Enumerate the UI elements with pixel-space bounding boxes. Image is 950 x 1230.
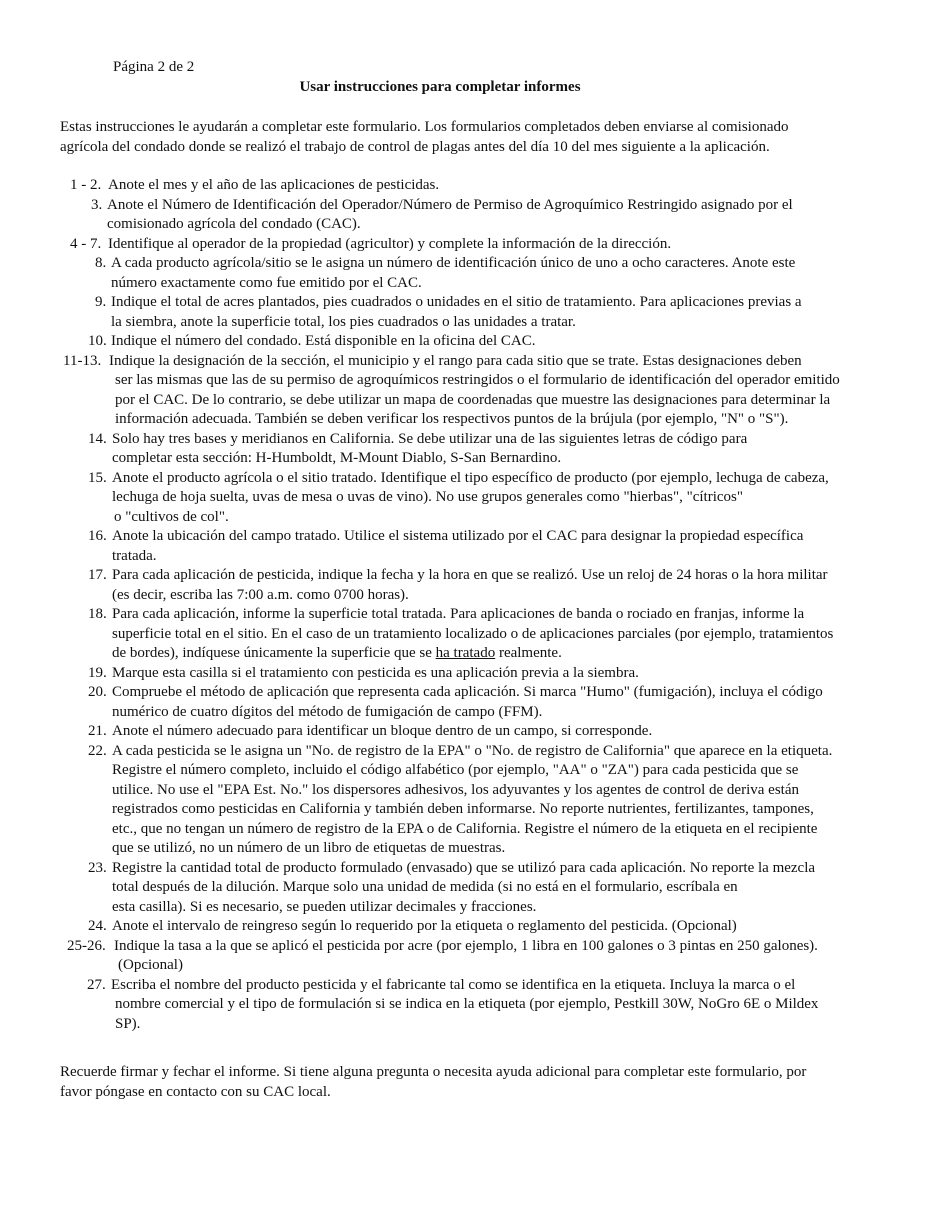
item-line: superficie total en el sitio. En el caso de un tratamiento localizado o de aplicaciones parciales (por ejemplo, tratamientos: [112, 625, 834, 642]
list-item: [0, 722, 950, 742]
item-line: utilice. No use el "EPA Est. No." los dispersores adhesivos, los adyuvantes y los agentes de control de deriva están: [112, 781, 799, 798]
item-line: Indique el total de acres plantados, pies cuadrados o unidades en el sitio de tratamiento. Para aplicaciones previas a: [111, 294, 802, 310]
item-line: registrados como pesticidas en California y también deben informarse. No reporte nutrientes, fertilizantes, tampones,: [112, 801, 814, 817]
item-line: Anote el mes y el año de las aplicaciones de pesticidas.: [108, 177, 440, 193]
item-line: Anote el Número de Identificación del Operador/Número de Permiso de Agroquímico Restringido asignado por el: [107, 196, 793, 213]
item-line: Escriba el nombre del producto pesticida y el fabricante tal como se identifica en la etiqueta. Incluya la marca o el: [111, 976, 796, 993]
item-line: Registre el número completo, incluido el código alfabético (por ejemplo, "AA" o "ZA") para cada pesticida que se: [112, 762, 799, 778]
item-number: 8.: [95, 255, 107, 271]
intro-line: agrícola del condado donde se realizó el trabajo de control de plagas antes del día 10 del mes siguiente a la aplicación.: [60, 138, 770, 155]
intro-paragraph: [60, 118, 880, 157]
item-line: comisionado agrícola del condado (CAC).: [107, 216, 361, 232]
item-line-text: de bordes), indíquese únicamente la superficie que se: [112, 645, 436, 661]
list-item: [0, 176, 950, 196]
item-line: Anote el producto agrícola o el sitio tratado. Identifique el tipo específico de producto (por ejemplo, lechuga de cabeza,: [112, 469, 829, 486]
item-line: ser las mismas que las de su permiso de agroquímicos restringidos o el formulario de identificación del operador emitido: [115, 372, 840, 388]
item-number: 24.: [88, 918, 107, 934]
list-item: [0, 859, 950, 918]
item-number: 14.: [88, 430, 107, 447]
item-number: 10.: [88, 333, 107, 349]
item-line: completar esta sección: H-Humboldt, M-Mount Diablo, S-San Bernardino.: [112, 450, 562, 466]
item-line: Indique la designación de la sección, el municipio y el rango para cada sitio que se trate. Estas designaciones deben: [109, 352, 802, 369]
item-line: SP).: [115, 1015, 141, 1032]
document-title: Usar instrucciones para completar informes: [299, 79, 581, 95]
item-number: 17.: [88, 567, 107, 583]
list-item: [0, 566, 950, 605]
item-number: 11-13.: [63, 352, 102, 369]
item-number: 22.: [88, 742, 107, 759]
list-item: [0, 664, 950, 684]
item-line: A cada producto agrícola/sitio se le asigna un número de identificación único de uno a ocho caracteres. Anote este: [111, 255, 796, 271]
item-line: numérico de cuatro dígitos del método de fumigación de campo (FFM).: [112, 703, 543, 720]
closing-paragraph: [60, 1063, 880, 1102]
item-line: Compruebe el método de aplicación que representa cada aplicación. Si marca "Humo" (fumigación), incluya el código: [112, 684, 823, 700]
item-number: 21.: [88, 723, 107, 739]
item-number: 20.: [88, 684, 107, 700]
item-line: esta casilla). Si es necesario, se pueden utilizar decimales y fracciones.: [112, 898, 537, 915]
item-line: (Opcional): [118, 957, 183, 973]
list-item: [0, 293, 950, 332]
item-line: A cada pesticida se le asigna un "No. de registro de la EPA" o "No. de registro de California" que aparece en la etiqueta.: [112, 742, 833, 759]
item-line: Anote la ubicación del campo tratado. Utilice el sistema utilizado por el CAC para designar la propiedad específica: [112, 528, 804, 544]
item-line: Solo hay tres bases y meridianos en California. Se debe utilizar una de las siguientes letras de código para: [112, 430, 748, 447]
page-number: Página 2 de 2: [113, 59, 195, 75]
item-line-text: realmente.: [495, 645, 562, 661]
list-item: [0, 917, 950, 937]
item-number: 15.: [88, 469, 107, 486]
item-number: 18.: [88, 606, 107, 622]
item-number: 19.: [88, 664, 107, 681]
item-number: 4 - 7.: [70, 235, 102, 252]
list-item: [0, 976, 950, 1035]
item-line: (es decir, escriba las 7:00 a.m. como 0700 horas).: [112, 586, 409, 603]
item-line: que se utilizó, no un número de un libro de etiquetas de muestras.: [112, 840, 506, 856]
item-number: 25-26.: [67, 937, 106, 954]
item-line: Anote el número adecuado para identificar un bloque dentro de un campo, si corresponde.: [112, 723, 653, 739]
list-item: [0, 742, 950, 859]
list-item: [0, 254, 950, 293]
item-line: Indique el número del condado. Está disponible en la oficina del CAC.: [111, 333, 536, 349]
item-line: Indique la tasa a la que se aplicó el pesticida por acre (por ejemplo, 1 libra en 100 galones o 3 pintas en 250 galones).: [114, 937, 818, 954]
list-item: [0, 469, 950, 528]
list-item: [0, 235, 950, 255]
item-line: nombre comercial y el tipo de formulación si se indica en la etiqueta (por ejemplo, Pestkill 30W, NoGro 6E o Mildex: [115, 996, 819, 1012]
list-item: [0, 332, 950, 352]
item-line: información adecuada. También se deben verificar los respectivos puntos de la brújula (por ejemplo, "N" o "S").: [115, 411, 789, 427]
item-line: Marque esta casilla si el tratamiento con pesticida es una aplicación previa a la siembra.: [112, 664, 639, 681]
underlined-text: ha tratado: [435, 645, 496, 661]
item-number: 3.: [91, 196, 103, 213]
item-line: número exactamente como fue emitido por el CAC.: [111, 274, 422, 291]
list-item: [0, 527, 950, 566]
item-line: Identifique al operador de la propiedad (agricultor) y complete la información de la dirección.: [108, 235, 672, 252]
item-number: 23.: [88, 859, 107, 876]
closing-line: favor póngase en contacto con su CAC local.: [60, 1083, 331, 1100]
item-number: 1 - 2.: [70, 177, 102, 193]
instruction-list: [0, 176, 950, 1034]
item-line: total después de la dilución. Marque solo una unidad de medida (si no está en el formulario, escríbala en: [112, 879, 738, 895]
item-line: lechuga de hoja suelta, uvas de mesa o uvas de vino). No use grupos generales como "hierbas", "cítricos": [112, 489, 743, 505]
item-line: Anote el intervalo de reingreso según lo requerido por la etiqueta o reglamento del pesticida. (Opcional): [112, 918, 737, 934]
intro-line: Estas instrucciones le ayudarán a completar este formulario. Los formularios completados deben enviarse al comisionado: [60, 119, 789, 135]
list-item: [0, 196, 950, 235]
item-number: 27.: [87, 976, 106, 993]
closing-line: Recuerde firmar y fechar el informe. Si tiene alguna pregunta o necesita ayuda adicional para completar este formulario, por: [60, 1064, 807, 1080]
item-line: por el CAC. De lo contrario, se debe utilizar un mapa de coordenadas que muestre las designaciones para determinar la: [115, 391, 831, 408]
item-line: Para cada aplicación de pesticida, indique la fecha y la hora en que se realizó. Use un reloj de 24 horas o la hora militar: [112, 567, 828, 583]
item-number: 9.: [95, 294, 107, 310]
list-item: [0, 605, 950, 664]
item-line: Para cada aplicación, informe la superficie total tratada. Para aplicaciones de banda o rociado en franjas, informe la: [112, 606, 805, 622]
list-item: [0, 683, 950, 722]
item-line: o "cultivos de col".: [114, 508, 229, 525]
item-number: 16.: [88, 528, 107, 544]
list-item: [0, 352, 950, 430]
list-item: [0, 430, 950, 469]
item-line: tratada.: [112, 547, 157, 564]
list-item: [0, 937, 950, 976]
item-line: [112, 644, 950, 664]
item-line: la siembra, anote la superficie total, los pies cuadrados o las unidades a tratar.: [111, 313, 576, 330]
item-line: etc., que no tengan un número de registro de la EPA o de California. Registre el número de la etiqueta en el recipiente: [112, 820, 818, 837]
item-line: Registre la cantidad total de producto formulado (envasado) que se utilizó para cada aplicación. No reporte la mezcla: [112, 859, 816, 876]
